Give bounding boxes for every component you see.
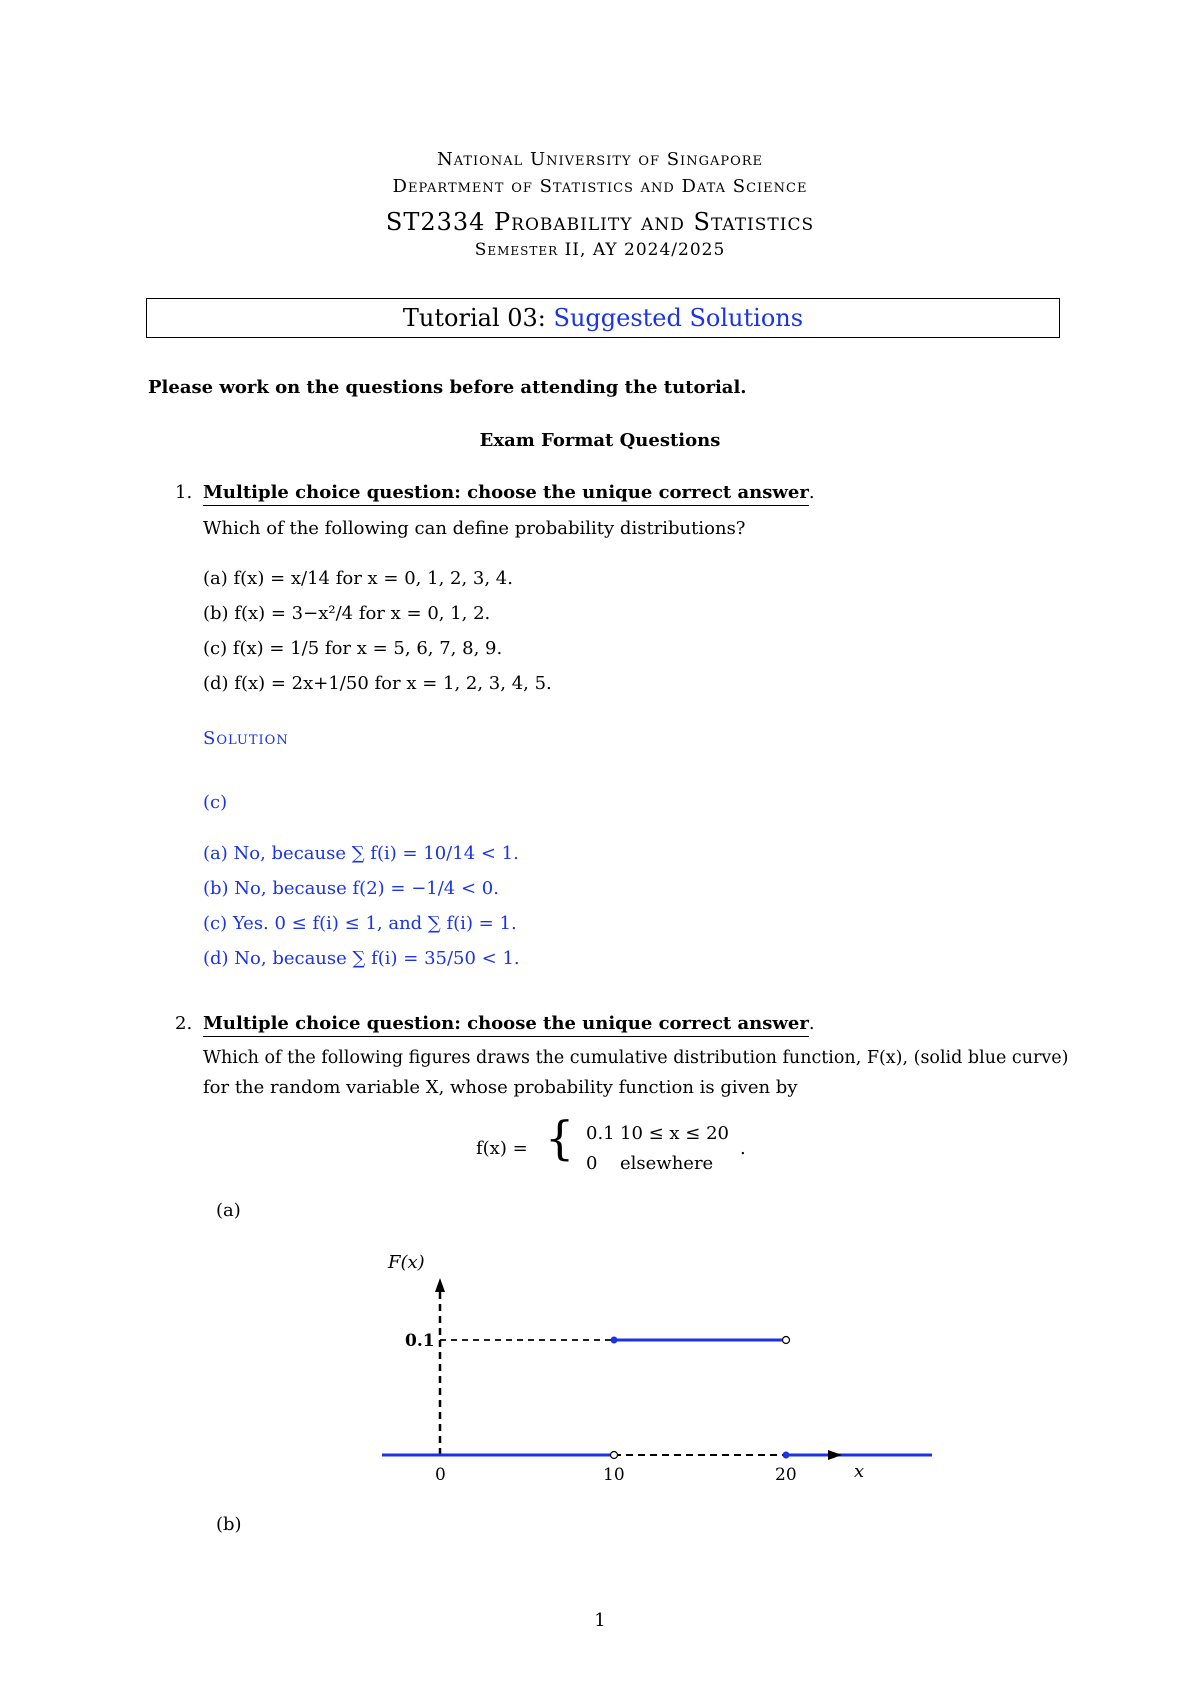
q1-number: 1. bbox=[175, 482, 193, 503]
q2-formula-brace: { bbox=[545, 1111, 575, 1165]
figure-a-x-tick-20: 20 bbox=[775, 1465, 797, 1485]
q2-case1-cond: 10 ≤ x ≤ 20 bbox=[620, 1123, 730, 1144]
semester-line: Semester II, AY 2024/2025 bbox=[474, 240, 726, 260]
figure-a-closed-point-upper bbox=[611, 1337, 618, 1344]
q2-case1-value: 0.1 bbox=[586, 1123, 615, 1144]
q2-prompt-line2: for the random variable X, whose probability function is given by bbox=[203, 1077, 798, 1098]
q2-figure-b-label: (b) bbox=[216, 1514, 242, 1535]
figure-a-open-point-upper bbox=[783, 1337, 790, 1344]
q2-case2-cond: elsewhere bbox=[620, 1153, 714, 1174]
q2-prompt-line1: Which of the following figures draws the cumulative distribution function, F(x), (solid blue curve) bbox=[203, 1048, 1069, 1068]
q1-option-d: (d) f(x) = 2x+1/50 for x = 1, 2, 3, 4, 5. bbox=[203, 673, 552, 694]
q1-explanation-a: (a) No, because ∑ f(i) = 10/14 < 1. bbox=[203, 843, 519, 864]
instruction-text: Please work on the questions before attending the tutorial. bbox=[148, 377, 747, 398]
q1-answer: (c) bbox=[203, 792, 228, 813]
q2-case2-value: 0 bbox=[586, 1153, 598, 1174]
tutorial-title-highlight: Suggested Solutions bbox=[553, 304, 804, 332]
q1-explanation-b: (b) No, because f(2) = −1/4 < 0. bbox=[203, 878, 499, 899]
university-name: National University of Singapore bbox=[436, 149, 764, 170]
figure-a-open-point-lower bbox=[611, 1452, 618, 1459]
figure-a-x-tick-10: 10 bbox=[603, 1465, 625, 1485]
q1-explanation-c: (c) Yes. 0 ≤ f(i) ≤ 1, and ∑ f(i) = 1. bbox=[203, 913, 517, 934]
q1-option-c: (c) f(x) = 1/5 for x = 5, 6, 7, 8, 9. bbox=[203, 638, 503, 659]
page-number: 1 bbox=[594, 1610, 606, 1631]
q1-option-b: (b) f(x) = 3−x²/4 for x = 0, 1, 2. bbox=[203, 603, 491, 624]
section-heading: Exam Format Questions bbox=[479, 430, 721, 451]
q2-heading: Multiple choice question: choose the unique correct answer bbox=[203, 1013, 809, 1037]
department-name: Department of Statistics and Data Science bbox=[392, 176, 808, 197]
q1-prompt: Which of the following can define probability distributions? bbox=[203, 518, 746, 539]
q1-heading: Multiple choice question: choose the unique correct answer bbox=[203, 482, 809, 506]
q1-heading-suffix: . bbox=[808, 482, 815, 503]
figure-a-x-tick-0: 0 bbox=[435, 1465, 446, 1485]
q2-number: 2. bbox=[175, 1013, 193, 1034]
q1-explanation-d: (d) No, because ∑ f(i) = 35/50 < 1. bbox=[203, 948, 520, 969]
figure-a-y-axis-label: F(x) bbox=[388, 1252, 425, 1273]
course-title: ST2334 Probability and Statistics bbox=[385, 208, 815, 236]
q2-figure-a-label: (a) bbox=[216, 1200, 241, 1221]
figure-a-y-arrow bbox=[435, 1278, 445, 1292]
q2-heading-suffix: . bbox=[808, 1013, 815, 1034]
q2-formula-lhs: f(x) = bbox=[476, 1138, 528, 1159]
q1-option-a: (a) f(x) = x/14 for x = 0, 1, 2, 3, 4. bbox=[203, 568, 513, 589]
figure-a-closed-point-lower bbox=[783, 1452, 790, 1459]
tutorial-title-prefix: Tutorial 03: bbox=[402, 304, 554, 332]
q1-solution-label: Solution bbox=[203, 728, 289, 749]
figure-a-y-tick: 0.1 bbox=[405, 1331, 435, 1351]
figure-a-x-arrow bbox=[828, 1450, 842, 1460]
q2-formula-end: . bbox=[740, 1138, 746, 1159]
figure-a-x-axis-label: x bbox=[854, 1461, 865, 1482]
